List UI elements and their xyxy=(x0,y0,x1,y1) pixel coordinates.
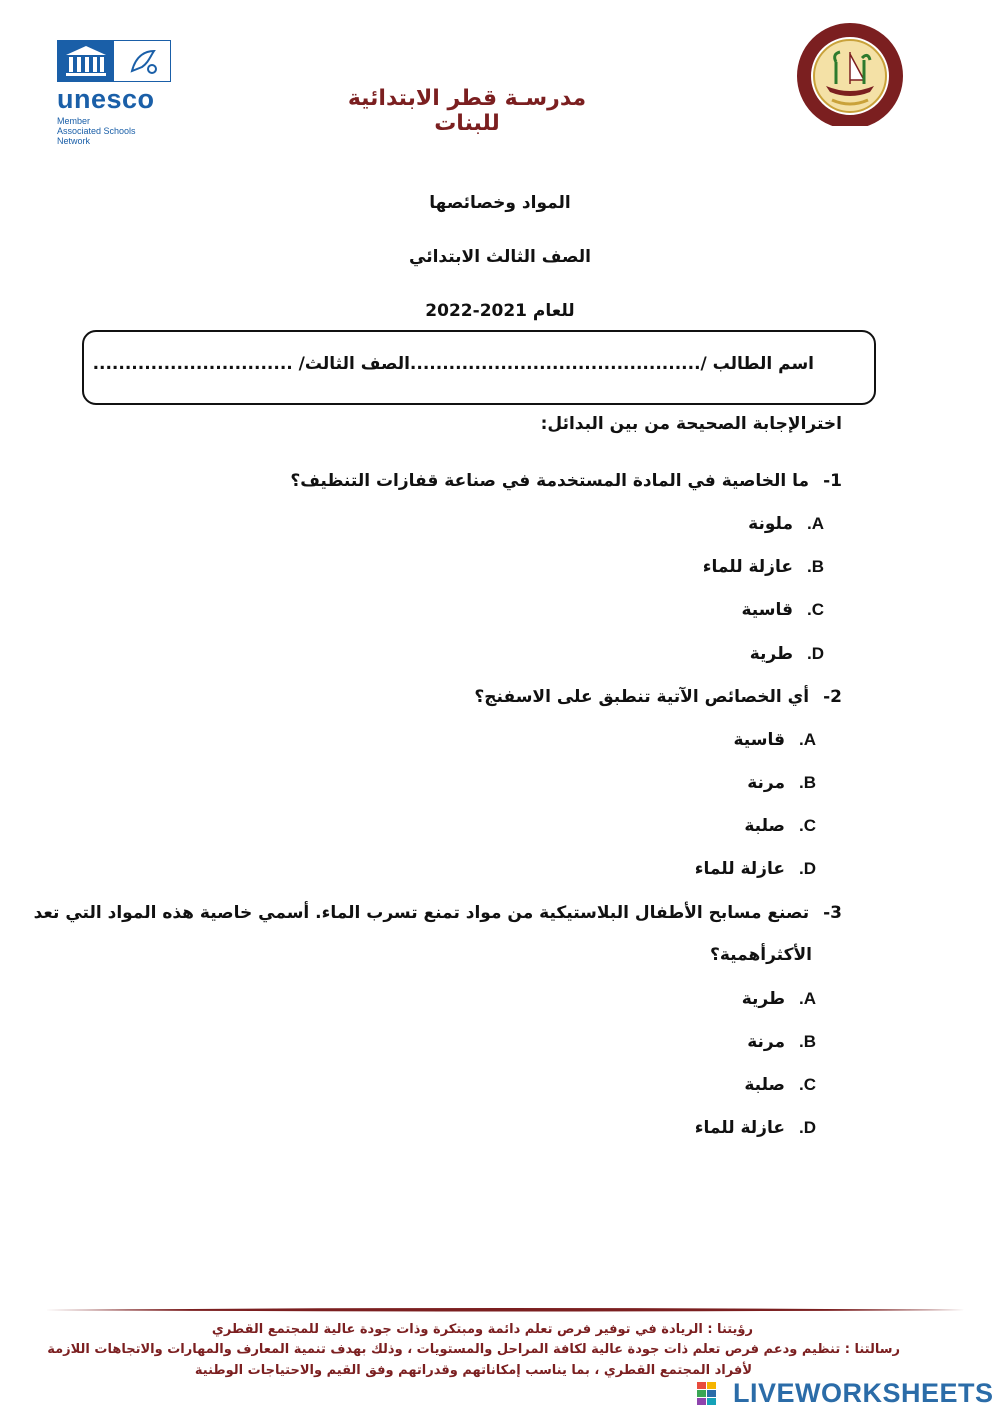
option-text: طرية xyxy=(749,644,793,664)
option-text: قاسية xyxy=(733,730,785,750)
unesco-sub-line: Associated Schools xyxy=(57,126,136,136)
option-text: عازلة للماء xyxy=(694,859,785,879)
option-q2-b[interactable] xyxy=(747,773,816,793)
option-q1-c[interactable] xyxy=(742,600,825,620)
option-q1-a[interactable] xyxy=(748,514,824,534)
unesco-emblem xyxy=(57,40,171,82)
option-letter: D. xyxy=(806,644,824,663)
subject-title: المواد وخصائصها xyxy=(429,193,571,213)
option-q1-b[interactable] xyxy=(703,557,824,577)
unesco-sub-line: Member xyxy=(57,116,91,126)
option-letter: C. xyxy=(806,600,824,619)
option-letter: A. xyxy=(806,514,824,533)
option-text: صلبة xyxy=(744,816,785,836)
instruction-text: اخترالإجابة الصحيحة من بين البدائل: xyxy=(540,414,842,434)
question-number: 2- xyxy=(823,687,842,707)
unesco-sub-line: Network xyxy=(57,136,91,146)
unesco-subtitle xyxy=(57,116,177,146)
option-q3-a[interactable] xyxy=(742,989,816,1009)
option-letter: B. xyxy=(806,557,824,576)
option-letter: B. xyxy=(798,1032,816,1051)
year-title: للعام 2021-2022 xyxy=(425,301,575,321)
liveworksheets-wordmark: LIVEWORKSHEETS xyxy=(733,1378,994,1408)
option-q2-c[interactable] xyxy=(744,816,816,836)
grade-title: الصف الثالث الابتدائي xyxy=(409,247,591,267)
temple-icon xyxy=(58,41,114,81)
option-text: صلبة xyxy=(744,1075,785,1095)
school-name: مدرسـة قطر الابتدائية للبنات xyxy=(347,86,587,136)
footer-mission-line-1: رسالتنا : تنظيم ودعم فرص تعلم ذات جودة عالية لكافة المراحل والمستويات ، وذلك بهدف تنمية المعارف والمهارات والاتجاهات اللازمة xyxy=(47,1342,900,1357)
option-letter: C. xyxy=(798,1075,816,1094)
option-text: قاسية xyxy=(741,600,793,620)
question-number: 1- xyxy=(823,471,842,491)
unesco-logo xyxy=(57,40,177,145)
option-text: ملونة xyxy=(748,514,793,534)
footer-vision: رؤيتنا : الريادة في توفير فرص تعلم دائمة ومبتكرة وذات جودة عالية للمجتمع القطري xyxy=(211,1322,753,1337)
footer-mission-line-2: لأفراد المجتمع القطري ، بما يناسب إمكاناتهم وقدراتهم وفق القيم والاحتياجات الوطنية xyxy=(194,1363,752,1378)
option-q3-c[interactable] xyxy=(744,1075,816,1095)
option-q3-d[interactable] xyxy=(695,1118,816,1138)
question-3 xyxy=(34,903,842,923)
qatar-ministry-emblem-icon xyxy=(796,22,904,126)
option-text: مرنة xyxy=(747,773,785,793)
option-letter: C. xyxy=(798,816,816,835)
option-q3-b[interactable] xyxy=(747,1032,816,1052)
option-text: طرية xyxy=(741,989,785,1009)
question-2 xyxy=(474,687,842,707)
student-info-box xyxy=(82,330,876,405)
liveworksheets-icon xyxy=(695,1380,727,1408)
option-q1-d[interactable] xyxy=(750,644,824,664)
option-letter: D. xyxy=(798,859,816,878)
question-text: ما الخاصية في المادة المستخدمة في صناعة قفازات التنظيف؟ xyxy=(290,471,810,491)
option-text: عازلة للماء xyxy=(694,1118,785,1138)
question-number: 3- xyxy=(823,903,842,923)
footer-divider xyxy=(45,1298,965,1302)
question-text: أي الخصائص الآتية تنطبق على الاسفنج؟ xyxy=(474,687,810,707)
option-text: عازلة للماء xyxy=(702,557,793,577)
unesco-wordmark: unesco xyxy=(57,84,155,114)
aspnet-icon xyxy=(124,45,164,77)
option-letter: A. xyxy=(798,730,816,749)
question-3-continuation: الأكثرأهمية؟ xyxy=(709,945,812,965)
option-q2-a[interactable] xyxy=(734,730,817,750)
option-letter: B. xyxy=(798,773,816,792)
liveworksheets-logo xyxy=(695,1378,995,1410)
option-letter: D. xyxy=(798,1118,816,1137)
option-letter: A. xyxy=(798,989,816,1008)
question-1 xyxy=(290,471,842,491)
question-text: تصنع مسابح الأطفال البلاستيكية من مواد تمنع تسرب الماء. أسمي خاصية هذه المواد التي تعد xyxy=(33,903,810,923)
option-text: مرنة xyxy=(747,1032,785,1052)
student-name-and-class-line[interactable]: اسم الطالب /.............................................الصف الثالث/ ............................... xyxy=(92,354,814,374)
option-q2-d[interactable] xyxy=(695,859,816,879)
